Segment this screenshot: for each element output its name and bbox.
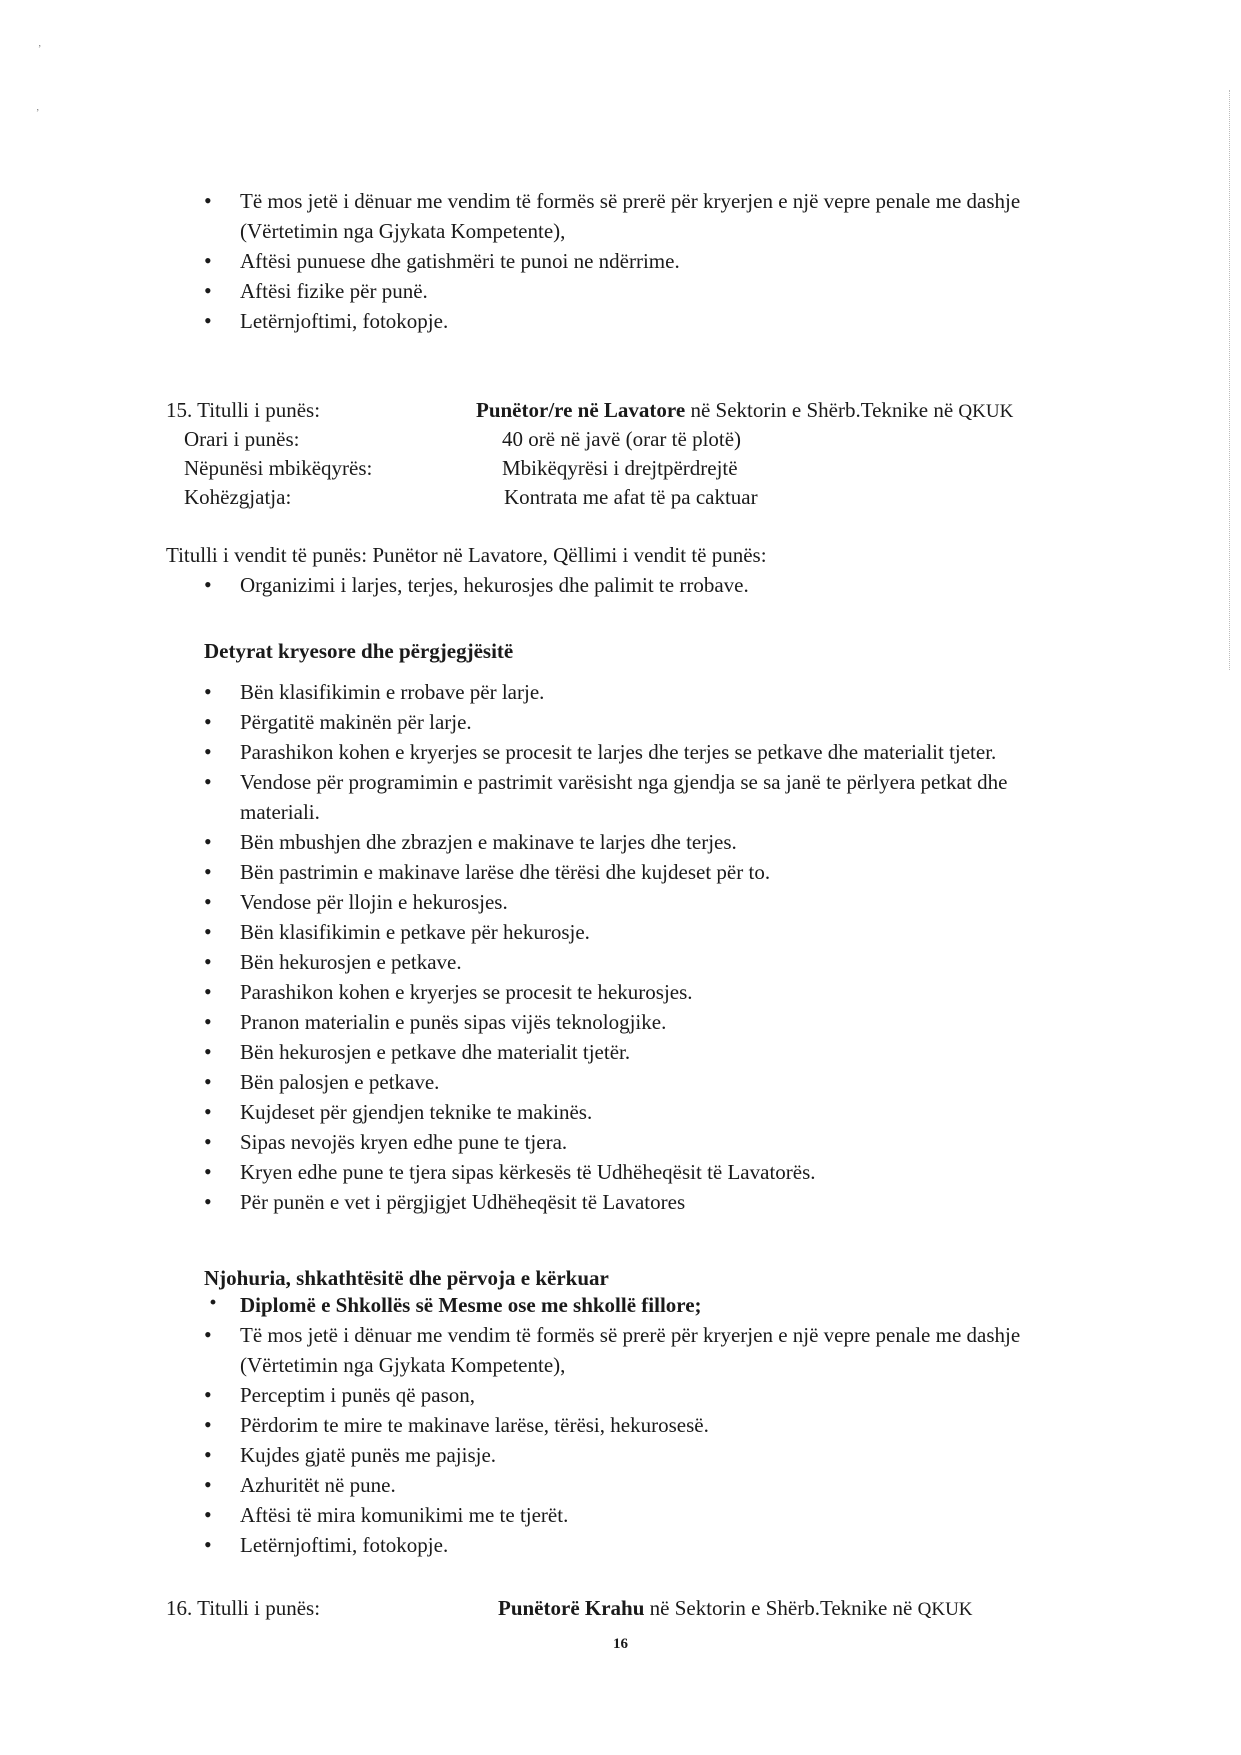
page-number: 16 xyxy=(613,1636,628,1652)
skills-bold-text: Diplomë e Shkollës së Mesme ose me shkollë fillore; xyxy=(240,1293,702,1317)
job15-title-label: 15. Titulli i punës: xyxy=(166,398,321,422)
list-item: • Bën pastrimin e makinave larëse dhe tërësi dhe kujdeset për to. xyxy=(204,857,1084,887)
job15-schedule-label: Orari i punës: xyxy=(184,427,300,451)
job15-duration-label: Kohëzgjatja: xyxy=(184,485,292,509)
list-item: • Sipas nevojës kryen edhe pune te tjera. xyxy=(204,1127,1084,1157)
list-item: • Aftësi punuese dhe gatishmëri te punoi ne ndërrime. xyxy=(204,246,1104,276)
list-item: • Të mos jetë i dënuar me vendim të formës së prerë për kryerjen e një vepre penale me dashje (Vërtetimin nga Gjykata Kompetente), xyxy=(204,1320,1104,1380)
job16-title-value xyxy=(498,1594,973,1624)
job15-schedule-value: 40 orë në javë (orar të plotë) xyxy=(502,427,742,451)
job15-skills-list xyxy=(204,1290,1104,1560)
job15-supervisor-value: Mbikëqyrësi i drejtpërdrejtë xyxy=(502,456,738,480)
job15-title-org: QKUK xyxy=(958,401,1014,422)
list-item-bold xyxy=(204,1290,1104,1320)
list-item: • Kryen edhe pune te tjera sipas kërkesës të Udhëheqësit të Lavatorës. xyxy=(204,1157,1084,1187)
job16-title-org: QKUK xyxy=(917,1599,973,1620)
list-item: • Vendose për programimin e pastrimit varësisht nga gjendja se sa janë te përlyera petkat dhe materiali. xyxy=(204,767,1084,827)
job15-title-value xyxy=(476,396,1013,426)
list-item: • Pranon materialin e punës sipas vijës teknologjike. xyxy=(204,1007,1084,1037)
list-item: • Parashikon kohen e kryerjes se procesit te hekurosjes. xyxy=(204,977,1084,1007)
list-item: • Organizimi i larjes, terjes, hekurosjes dhe palimit te rrobave. xyxy=(204,570,1104,600)
list-item: • Letërnjoftimi, fotokopje. xyxy=(204,306,1104,336)
list-item: • Për punën e vet i përgjigjet Udhëheqësit të Lavatores xyxy=(204,1187,1084,1217)
list-item: • Kujdeset për gjendjen teknike te makinës. xyxy=(204,1097,1084,1127)
scan-mark: ʼ xyxy=(38,44,42,55)
job15-title-bold: Punëtor/re në Lavatore xyxy=(476,398,686,422)
list-item: • Bën mbushjen dhe zbrazjen e makinave te larjes dhe terjes. xyxy=(204,827,1084,857)
list-item: • Bën hekurosjen e petkave. xyxy=(204,947,1084,977)
job15-duration-value: Kontrata me afat të pa caktuar xyxy=(504,485,758,509)
list-item: • Përgatitë makinën për larje. xyxy=(204,707,1084,737)
list-item: • Vendose për llojin e hekurosjes. xyxy=(204,887,1084,917)
job15-title-rest: në Sektorin e Shërb.Teknike në xyxy=(685,398,959,422)
job15-duties-list xyxy=(204,677,1084,1217)
job15-duties-heading: Detyrat kryesore dhe përgjegjësitë xyxy=(204,639,514,663)
list-item: • Aftësi fizike për punë. xyxy=(204,276,1104,306)
list-item: • Kujdes gjatë punës me pajisje. xyxy=(204,1440,1104,1470)
job16-info-block xyxy=(166,1594,1126,1623)
list-item: • Aftësi të mira komunikimi me te tjerët. xyxy=(204,1500,1104,1530)
job15-purpose-list xyxy=(204,570,1104,600)
job15-skills-heading: Njohuria, shkathtësitë dhe përvoja e kërkuar xyxy=(204,1266,609,1290)
list-item: • Parashikon kohen e kryerjes se procesit te larjes dhe terjes se petkave dhe materialit tjeter. xyxy=(204,737,1084,767)
job16-title-rest: në Sektorin e Shërb.Teknike në xyxy=(644,1596,918,1620)
scan-edge-line xyxy=(1229,90,1231,670)
list-item: • Azhuritët në pune. xyxy=(204,1470,1104,1500)
list-item: • Të mos jetë i dënuar me vendim të formës së prerë për kryerjen e një vepre penale me dashje (Vërtetimin nga Gjykata Kompetente), xyxy=(204,186,1104,246)
list-item: • Bën hekurosjen e petkave dhe materialit tjetër. xyxy=(204,1037,1084,1067)
scan-mark: ʼ xyxy=(36,108,40,119)
requirements-list-top xyxy=(204,186,1104,336)
list-item: • Letërnjoftimi, fotokopje. xyxy=(204,1530,1104,1560)
list-item: • Perceptim i punës që pason, xyxy=(204,1380,1104,1410)
job16-title-bold: Punëtorë Krahu xyxy=(498,1596,645,1620)
job15-supervisor-label: Nëpunësi mbikëqyrës: xyxy=(184,456,373,480)
list-item: • Përdorim te mire te makinave larëse, tërësi, hekurosesë. xyxy=(204,1410,1104,1440)
list-item: • Bën palosjen e petkave. xyxy=(204,1067,1084,1097)
list-item: • Bën klasifikimin e petkave për hekurosje. xyxy=(204,917,1084,947)
list-item: • Bën klasifikimin e rrobave për larje. xyxy=(204,677,1084,707)
job15-purpose-line: Titulli i vendit të punës: Punëtor në Lavatore, Qëllimi i vendit të punës: xyxy=(166,543,767,567)
job15-info-block xyxy=(166,396,1126,512)
job16-title-label: 16. Titulli i punës: xyxy=(166,1596,321,1620)
